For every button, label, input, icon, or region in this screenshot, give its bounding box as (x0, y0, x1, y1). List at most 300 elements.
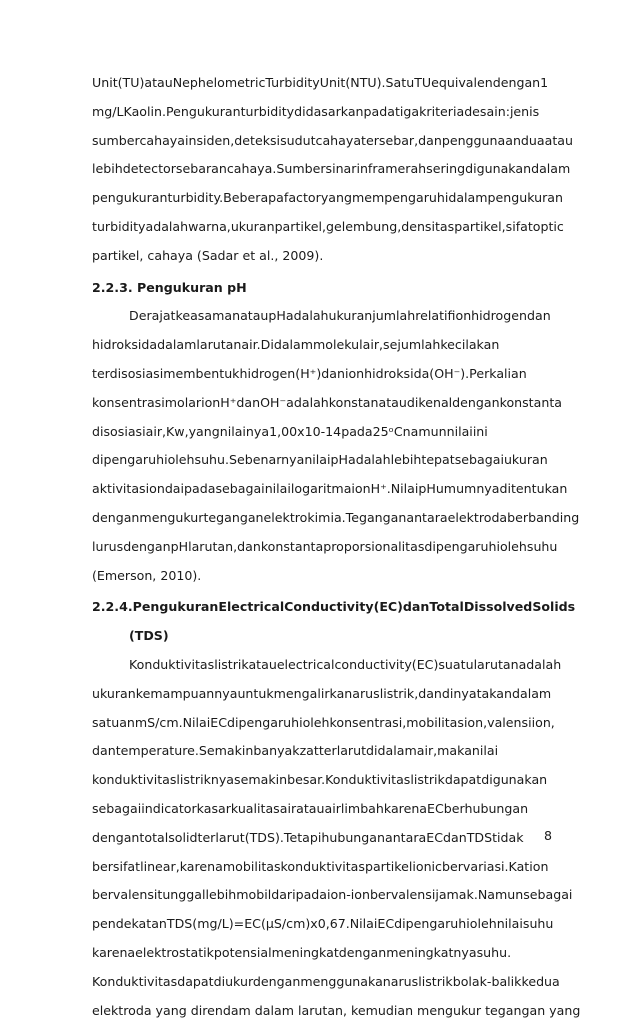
word: Kaolin. (124, 104, 166, 119)
word: sebagai (455, 452, 504, 467)
word: dan (527, 308, 551, 323)
word: bervalensi (370, 887, 435, 902)
word: membentuk (163, 366, 239, 381)
word: hubungan (321, 830, 385, 845)
word: konsentrasi (92, 395, 165, 410)
word: dikenal (407, 395, 452, 410)
word: sinar (326, 161, 357, 176)
word: dan (443, 830, 467, 845)
word: suhu. (195, 452, 230, 467)
word: dua (521, 133, 545, 148)
word: mengukur (139, 510, 203, 525)
text-line (92, 795, 560, 824)
word: ion (455, 308, 471, 323)
word: dengan (493, 75, 540, 90)
word: dinyatakan (442, 686, 512, 701)
word: ion (201, 395, 220, 410)
word: = (234, 916, 245, 931)
word: konduktivitas (281, 859, 365, 874)
word: tunggal (157, 887, 205, 902)
word: (EC) (412, 657, 439, 672)
text-line (92, 504, 560, 533)
word: oleh (303, 715, 330, 730)
text-line: (Emerson, 2010). (92, 562, 560, 591)
word: tepat (421, 452, 454, 467)
word: (mg/L) (192, 916, 233, 931)
word: lebih (92, 161, 123, 176)
word: antara (385, 830, 426, 845)
paragraph-ph (92, 302, 560, 590)
word: dipengaruhi (394, 916, 470, 931)
word: bersifat (92, 859, 140, 874)
word: pH (171, 539, 188, 554)
word: EC (427, 801, 444, 816)
word: atau (379, 395, 407, 410)
word: 10-14 (305, 424, 342, 439)
word: mempengaruhi (352, 190, 448, 205)
word: deteksi (234, 133, 280, 148)
word: didasarkan (294, 104, 363, 119)
word: Total (429, 593, 463, 622)
text-line (92, 302, 560, 331)
page-number: 8 (544, 828, 552, 843)
text-line (92, 737, 560, 766)
word: adalah (286, 308, 329, 323)
word: Dissolved (464, 593, 533, 622)
word: Nilai (391, 481, 419, 496)
word: densitas (401, 219, 454, 234)
word: TU (414, 75, 431, 90)
text-line: elektroda yang direndam dalam larutan, kemudian mengukur tegangan yang (92, 997, 560, 1025)
word: Konduktivitas (92, 974, 177, 989)
word: turbidity. (167, 190, 223, 205)
word: H⁺. (371, 481, 391, 496)
word: banyak (253, 743, 299, 758)
word: adalah (286, 395, 329, 410)
word: kriteria (419, 104, 464, 119)
text-line (92, 651, 560, 680)
word: Beberapa (223, 190, 284, 205)
word: electrical (277, 657, 335, 672)
word: ditentukan (499, 481, 567, 496)
word: Perkalian (469, 366, 527, 381)
word: air, (363, 337, 383, 352)
word: tegangan (203, 510, 263, 525)
text-line (92, 69, 560, 98)
word: dalam (274, 337, 313, 352)
word: dalam (512, 686, 551, 701)
word: adalah (145, 219, 188, 234)
word: kualitas (231, 801, 280, 816)
word: Nilai (350, 916, 378, 931)
text-line (92, 533, 560, 562)
word: indicator (141, 801, 196, 816)
word: berhubungan (444, 801, 528, 816)
word: suhu (527, 539, 558, 554)
word: arus (352, 686, 379, 701)
word: dan (418, 686, 442, 701)
word: Di (261, 337, 274, 352)
word: ke (521, 974, 536, 989)
text-line (92, 853, 560, 882)
word: Kw, (166, 424, 189, 439)
word: lebih (391, 452, 422, 467)
word: total (139, 830, 168, 845)
text-line (92, 360, 560, 389)
word: mengalirkan (274, 686, 353, 701)
word: linear, (140, 859, 180, 874)
text-line (92, 939, 560, 968)
word: namun (403, 424, 447, 439)
word: Nephelometric (173, 75, 266, 90)
word: listrik (418, 974, 452, 989)
word: (TDS). (245, 830, 284, 845)
word: factor (284, 190, 321, 205)
word: disosiasi (92, 424, 146, 439)
word: mobilitas (223, 859, 281, 874)
word: dalam (157, 337, 196, 352)
word: listrik, (380, 686, 418, 701)
word: infra (356, 161, 385, 176)
word: ion (345, 366, 364, 381)
word: potensial (214, 945, 272, 960)
text-line (92, 127, 560, 156)
word: listrik (214, 657, 248, 672)
word: optic (533, 219, 564, 234)
word: karena (180, 859, 223, 874)
word: Kation (509, 859, 549, 874)
word: dan (236, 395, 260, 410)
word: yang (321, 190, 352, 205)
word: dipengaruhi (424, 539, 500, 554)
word: nilainya (220, 424, 269, 439)
text-line (92, 968, 560, 997)
word: satuan (92, 715, 135, 730)
word: sering (426, 161, 465, 176)
word: OH⁻ (260, 395, 286, 410)
word: pH (268, 308, 285, 323)
word: ion, (464, 715, 487, 730)
word: larutan, (188, 539, 237, 554)
word: daripada (271, 887, 327, 902)
word: cahaya (139, 133, 185, 148)
paragraph-turbidity (92, 69, 560, 271)
word: cahaya. (227, 161, 277, 176)
word: 2.2.4. (92, 593, 133, 622)
word: dapat (445, 772, 481, 787)
word: yang (189, 424, 220, 439)
word: dua (536, 974, 560, 989)
word: dengan (92, 510, 139, 525)
word: Konduktivitas (129, 657, 214, 672)
word: Pengukuran (166, 104, 241, 119)
word: Tetapi (284, 830, 321, 845)
word: ion-ion (327, 887, 370, 902)
word: dipengaruhi (92, 452, 168, 467)
word: Namun (478, 887, 523, 902)
word: H⁺ (220, 395, 236, 410)
text-line (92, 184, 560, 213)
word: pada (341, 424, 372, 439)
word: diukur (214, 974, 253, 989)
word: dan (403, 593, 429, 622)
word: jamak. (435, 887, 478, 902)
word: ion, (532, 715, 555, 730)
text-line (92, 824, 560, 853)
word: solid (168, 830, 197, 845)
word: listrik (410, 772, 444, 787)
word: pengukuran (92, 190, 167, 205)
word: dalam (378, 743, 417, 758)
word: atau (545, 133, 573, 148)
word: suhu. (477, 945, 512, 960)
word: ini (473, 424, 488, 439)
text-line (92, 213, 560, 242)
word: EC (210, 715, 227, 730)
word: sebagai (215, 481, 264, 496)
word: 1,00 (269, 424, 297, 439)
word: molar (165, 395, 201, 410)
word: ion (146, 481, 165, 496)
word: air, (146, 424, 166, 439)
word: semakin (234, 772, 287, 787)
word: kemampuannya (136, 686, 238, 701)
word: air, (417, 743, 437, 758)
text-line (92, 98, 560, 127)
word: elektroda (448, 510, 508, 525)
word: terlarut (319, 743, 366, 758)
word: 1 (540, 75, 548, 90)
word: proporsionalitas (323, 539, 424, 554)
text-line (92, 680, 560, 709)
word: elektrostatik (135, 945, 214, 960)
text-line: partikel, cahaya (Sadar et al., 2009). (92, 242, 560, 271)
word: dan (418, 133, 442, 148)
word: oleh (168, 452, 195, 467)
word: elektrokimia. (264, 510, 346, 525)
word: detector (123, 161, 176, 176)
word: (TU) (118, 75, 145, 90)
word: atau (296, 801, 324, 816)
word: equivalen (431, 75, 493, 90)
word: meningkatnya (386, 945, 476, 960)
word: molekul (313, 337, 363, 352)
word: tiga (395, 104, 419, 119)
word: dalam (448, 190, 487, 205)
word: ukuran (329, 308, 373, 323)
word: Solids (532, 593, 575, 622)
word: lebih (206, 887, 237, 902)
word: ionic (412, 859, 442, 874)
word: sejumlah (383, 337, 440, 352)
word: ion (351, 481, 370, 496)
word: suhu (523, 916, 554, 931)
word: terdisosiasi (92, 366, 163, 381)
word: (OH⁻). (429, 366, 469, 381)
word: dengan (339, 945, 386, 960)
word: jenis (510, 104, 539, 119)
word: dengan (123, 539, 170, 554)
word: nilai (472, 743, 498, 758)
word: atau (248, 657, 276, 672)
word: Semakin (199, 743, 254, 758)
word: mobil (236, 887, 271, 902)
word: besar. (287, 772, 325, 787)
word: lurus (92, 539, 123, 554)
word: 0,67. (318, 916, 350, 931)
word: gelembung, (326, 219, 401, 234)
word: kecil (440, 337, 469, 352)
word: atau (240, 308, 268, 323)
word: karena (92, 945, 135, 960)
word: penggunaan (442, 133, 521, 148)
word: pengukuran (488, 190, 563, 205)
word: aktivitas (92, 481, 146, 496)
word: EC (244, 916, 261, 931)
word: ukuran (92, 686, 136, 701)
section-heading-ph: 2.2.3. Pengukuran pH (92, 274, 560, 303)
word: conductivity (335, 657, 412, 672)
word: bervalensi (92, 887, 157, 902)
word: Derajat (129, 308, 176, 323)
word: Unit (92, 75, 118, 90)
word: (EC) (374, 593, 403, 622)
word: hidroksida (92, 337, 157, 352)
word: insiden, (185, 133, 234, 148)
word: keasaman (176, 308, 241, 323)
text-line (92, 418, 560, 447)
word: pendekatan (92, 916, 167, 931)
word: pH (418, 481, 435, 496)
word: karena (384, 801, 427, 816)
word: ukuran (231, 219, 275, 234)
section-heading-ec-tds-cont: (TDS) (92, 622, 560, 651)
word: Konduktivitas (325, 772, 410, 787)
word: logaritma (291, 481, 352, 496)
word: sebagai (92, 801, 141, 816)
word: pH (331, 452, 348, 467)
word: valensi (487, 715, 531, 730)
word: larutan (474, 657, 519, 672)
word: 25ᵒC (373, 424, 403, 439)
word: Unit (320, 75, 346, 90)
word: bolak-balik (453, 974, 522, 989)
word: konstanta (500, 395, 562, 410)
word: desain: (464, 104, 510, 119)
word: terlarut (198, 830, 245, 845)
word: x (297, 424, 304, 439)
text-line (92, 881, 560, 910)
word: dan (92, 743, 116, 758)
word: pada (364, 104, 395, 119)
word: konstanta (261, 539, 323, 554)
word: digunakan (465, 161, 531, 176)
word: hidroksida (364, 366, 429, 381)
word: untuk (237, 686, 273, 701)
text-line (92, 331, 560, 360)
word: oleh (500, 539, 527, 554)
word: dipengaruhi (227, 715, 303, 730)
word: Nilai (183, 715, 211, 730)
word: daipada (165, 481, 216, 496)
word: sebaran (176, 161, 227, 176)
word: dalam (531, 161, 570, 176)
word: akan (469, 337, 500, 352)
word: ukuran (504, 452, 548, 467)
word: Conductivity (284, 593, 373, 622)
word: kasar (197, 801, 231, 816)
word: dapat (177, 974, 213, 989)
word: Sebenarnya (229, 452, 304, 467)
word: berbanding (507, 510, 579, 525)
word: sifat (506, 219, 533, 234)
word: nilai (497, 916, 523, 931)
word: antara (406, 510, 447, 525)
word: tersebar, (361, 133, 418, 148)
word: (NTU). (345, 75, 385, 90)
word: dengan (92, 830, 139, 845)
word: Satu (386, 75, 415, 90)
word: (H⁺) (295, 366, 321, 381)
text-line (92, 709, 560, 738)
word: air. (241, 337, 260, 352)
word: digunakan (481, 772, 547, 787)
word: sudut (280, 133, 315, 148)
word: atau (144, 75, 172, 90)
word: nilai (265, 481, 291, 496)
word: dan (237, 539, 261, 554)
word: Electrical (218, 593, 284, 622)
word: Tegangan (346, 510, 407, 525)
word: meningkat (272, 945, 339, 960)
word: di (366, 743, 378, 758)
text-line (92, 389, 560, 418)
word: umumnya (436, 481, 500, 496)
word: arus (391, 974, 418, 989)
word: mobilitas (406, 715, 464, 730)
word: mg/L (92, 104, 124, 119)
word: mS/cm. (135, 715, 183, 730)
word: konduktivitas (92, 772, 176, 787)
word: dengan (253, 974, 300, 989)
text-line (92, 155, 560, 184)
word: air (280, 801, 296, 816)
word: bervariasi. (442, 859, 509, 874)
word: nilai (447, 424, 473, 439)
word: temperature. (116, 743, 199, 758)
word: zat (300, 743, 319, 758)
word: adalah (519, 657, 562, 672)
word: cahaya (316, 133, 362, 148)
word: sebagai (523, 887, 572, 902)
word: tidak (492, 830, 523, 845)
word: relatif (415, 308, 455, 323)
word: dan (321, 366, 345, 381)
word: hidrogen (471, 308, 527, 323)
word: maka (437, 743, 472, 758)
word: limbah (341, 801, 384, 816)
word: konsentrasi, (330, 715, 407, 730)
word: adalah (348, 452, 391, 467)
word: EC (377, 916, 394, 931)
word: Sumber (276, 161, 325, 176)
word: dengan (452, 395, 499, 410)
section-heading-ec-tds (92, 593, 560, 622)
word: sumber (92, 133, 139, 148)
word: partikel (365, 859, 412, 874)
word: warna, (188, 219, 231, 234)
word: oleh (470, 916, 497, 931)
